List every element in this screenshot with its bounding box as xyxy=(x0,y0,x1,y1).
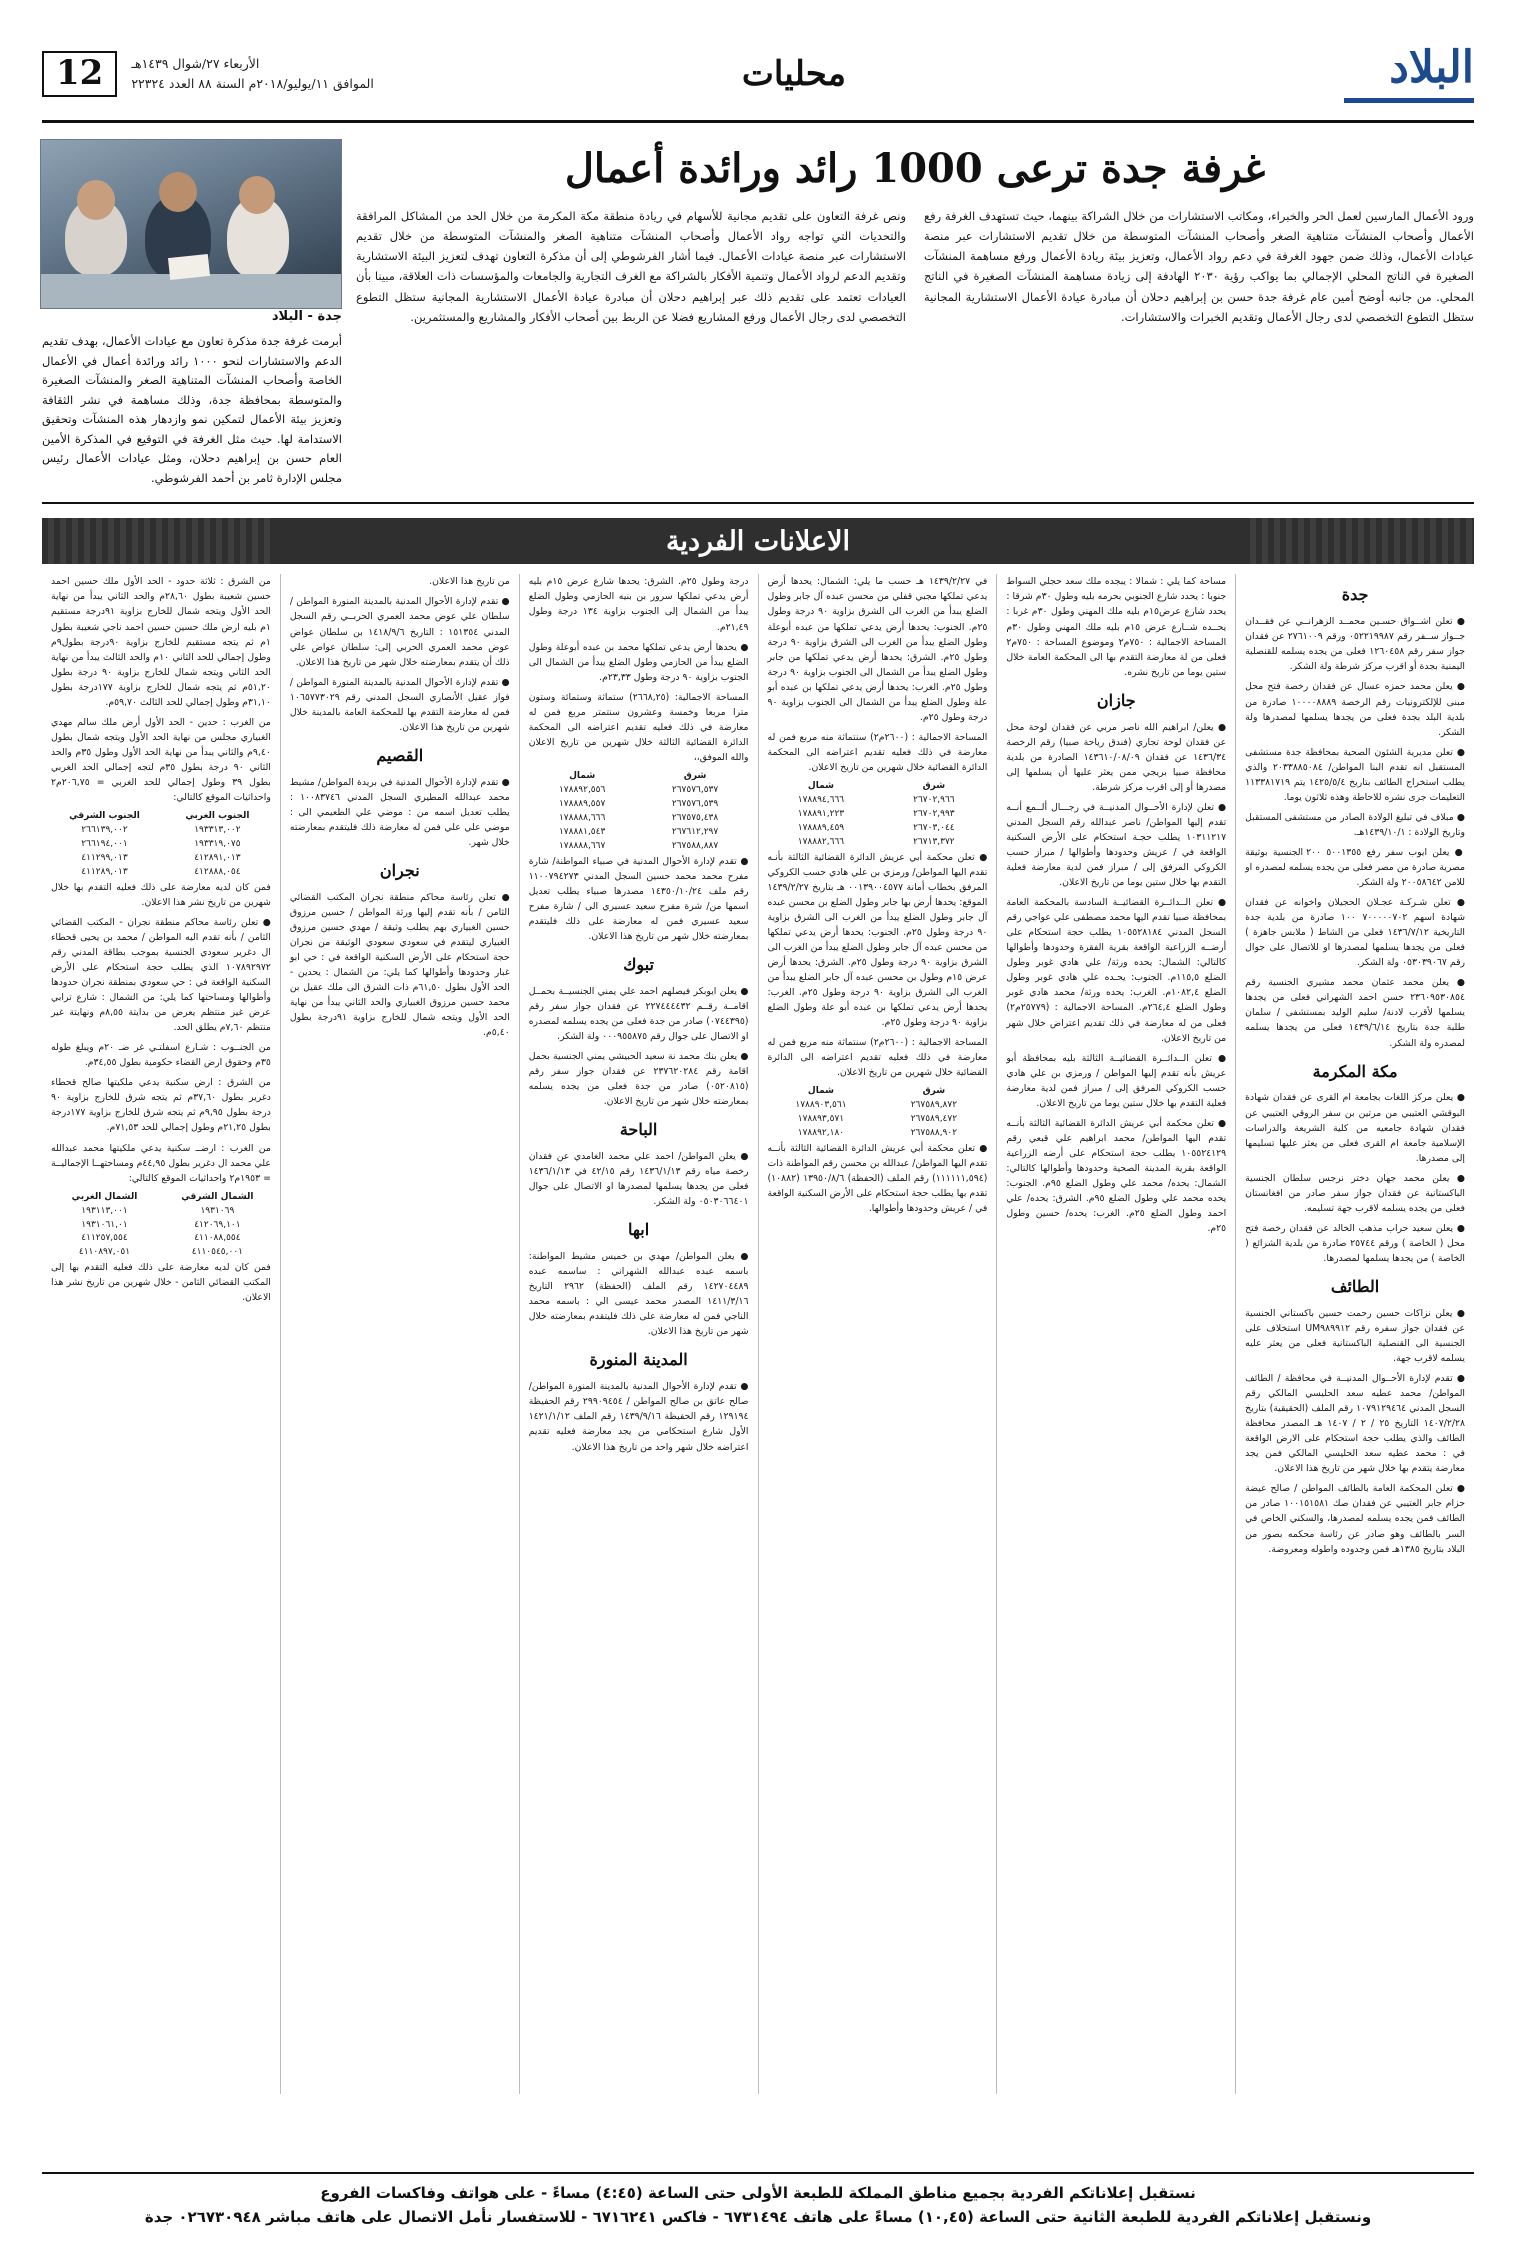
classified-ad: ● تعلن الــدائــرة القضائيــة الثالثة بليه بمحافظة أبو عريش بأنه تقدم إليها المواطن / ورمزي بن علي هادي حسب الكروكي المرفق إلى / مبراز فمن لدية معارضة فعلية التقدم بها خلال ستين يوما من تاريخ الاعلان. xyxy=(1006,1052,1227,1109)
footer-line-2: ونستقبل إعلاناتكم الفردية للطبعة الثانية حتى الساعة (١٠,٤٥) مساءً على هاتف ٦٧٣١٤٩٤ - فاكس ٦٧١٦٢٤١ - للاستفسار نأمل الاتصال على هاتف مباشر ٠٢٦٧٣٠٩٤٨ جدة xyxy=(144,2208,1372,2226)
article-photo xyxy=(40,139,342,309)
classified-ad: ● تقدم لإدارة الأحوال المدنية في بريدة المواطن/ مشيط محمد عبدالله المطيري السجل المدني ١٠٠٨٣٧٤٦ : يطلب تعديل اسمه من : موضي علي الطعيمي الى : موضي علي علي فمن له معارضة ذلك فليتقدم بمعارضته خلال شهر. xyxy=(289,776,510,848)
classified-ad: ● تقدم لإدارة الأحوال المدنية بالمدينة المنورة المواطن/ صالح عاتق بن صالح المواطن / ٢٩٩٠٩٤٥٤ رقم الحفيظة ١٢٩١٩٤ رقم الحفيظة ١٤٣٩/٩/١٦ رقم الملف ١٤٢١/١/١٢ الأول شارع استحكامي من يجد معارضة فعليه تقديم اعتراضه خلال شهر واحد من تاريخ هذا الاعلان. xyxy=(528,1381,749,1453)
classified-ad: ● تعلن رئاسة محاكم منطقة نجران - المكتب القضائي الثامن / بأنه تقدم اليه المواطن / محمد بن يحيى قحطاء ال دغرير سعودي الجنسية بموجب بطاقة المدني رقم ١٠٧٨٩٢٩٧٢ الذي يطلب حجة استحكام على الأرض السكنية الواقعة في : حي سعودي بمنطقة نجران حدودها وأطوالها ومساحتها كما يلي: من الشمال : شارع ترابي عرض غير منتظم يعرض من بدايتة ٨,٥٥م ونهايتة غير منتظم ٧,٦٠م يطلق الحد. xyxy=(51,916,271,1034)
article-byline: جدة - البلاد xyxy=(271,309,342,324)
classified-ad: ● يعلن محمد عثمان محمد مشيري الجنسية رقم ٢٣٦٠٩٥٣٠٨٥٤ حسن احمد الشهراني فعلى من يجدها يسلمها لأقرب لادنة/ سليم الوليد بمستشفى / سلمان طلبة جدة بتاريخ ١٤٣٩/٦/١٤ فعلى من يجدها يسلمه لمصدره ولة الشكر. xyxy=(1245,977,1466,1049)
classified-ad: المساحة الاجمالية: (٢٦٦٨,٢٥) ستماثة وستمائة وستون مترا مربعا وخمسة وعشرون سنتمتر مربع فمن له معارضة في ذلك فعليه تقديم اعتراضه الى المحكمة الدائرة القضائية الثالثة خلال شهرين من تاريخ الاعلان والله الموفق،، xyxy=(528,691,749,763)
classified-column xyxy=(758,574,997,2094)
coordinates-row: ٢٦٧١٣,٣٧٢ ١٧٨٨٨٢,٦٦٦ xyxy=(797,836,955,847)
classified-ad: في ١٤٣٩/٢/٢٧ هـ حسب ما يلي: الشمال: يحدها أرض يدعي تملكها مجبي قفلي من محسن عبده آل جابر وطول الضلع يبدأ من الغرب الى الشرق بزاوية ٩٠ درجة وطول ٢٥م. الجنوب: يحدها أرض يدعي تملكها من عبده أبوعلة وطول الضلع يبدأ من الغرب الى الشرق بزاوية ٩٠ درجة وطول ٢٥م. الشرق: يحدها أرض يدعي تملكها من جابر وطول الضلع يبدأ من الشمال الى الجنوب بزاوية ٩٠ درجة وطول ٢٥م. الغرب: يحدها أرض يدعي تملكها بن عبده أبو علة وطول الضلع يبدأ من الشمال الى الجنوب بزاوية ٩٠ درجة وطول ٢٥م. xyxy=(767,576,988,723)
coordinates-row: ١٩٣١٠٦٩ ١٩٣١١٣,٠٠١ xyxy=(81,1205,235,1216)
classified-ad: ● يعلن ايوب سفر رفع ٥٠٠١٣٥٥ ٢٠٠ الجنسية بوثيقة مصرية صادرة من مصر فعلى من يجده يسلمه لمصدره او للامن ٢٠٠٥٨٦٤٢ ولة الشكر. xyxy=(1245,846,1465,889)
coordinates-row: ٢٦٧٠٢,٩٩٣ ١٧٨٨٩١,٢٢٣ xyxy=(797,808,955,819)
coordinates-row: ١٩٣٣١٩,٠٧٥ ٢٦٦١٩٤,٠٠١ xyxy=(81,838,241,849)
coordinates-row: ٤١١٠٥٤٥,٠٠١ ٤١١٠٨٩٧,٠٥١ xyxy=(78,1247,243,1258)
classified-ad: ● يعلن المواطن/ احمد علي محمد الغامدي عن فقدان رخصة مياه رقم ١٤٣٦/١/١٣ رقم ٤٢/١٥ في ١٤٣٦/١/١٣ فعلى من يجدها يسلمها لمصدرها او الاتصال على جوال ٠٥٠٣٠٦٦٤٠١ ولة الشكر. xyxy=(528,1151,749,1208)
coordinates-row: ٢٦٧٥٨٨,٩٠٢ ١٧٨٨٩٢,١٨٠ xyxy=(797,1128,958,1139)
classified-ad: فمن كان لديه معارضة على ذلك فعليه التقدم بها إلى المكتب القضائي الثامن - خلال شهرين من تاريخ نشر هذا الاعلان. xyxy=(51,1262,271,1304)
classified-city-heading: مكة المكرمة xyxy=(1312,1061,1398,1081)
classifieds-banner-label: الاعلانات الفردية xyxy=(642,526,874,557)
coordinates-row: ٤١٢٨٨٨,٠٥٤ ٤١١٢٨٩,٠١٣ xyxy=(81,866,241,877)
coordinates-row: ٢٦٧٥٨٩,٨٧٢ ١٧٨٨٩٠٣,٥٦١ xyxy=(795,1100,958,1111)
masthead xyxy=(42,38,1474,123)
hijri-date: الأربعاء ٢٧/شوال ١٤٣٩هـ xyxy=(131,55,260,71)
classified-column xyxy=(1235,574,1474,2094)
classified-city-heading: المدينة المنورة xyxy=(589,1350,688,1370)
coordinates-table: الجنوب الغربي الجنوب الشرقي ١٩٣٣١٣,٠٠٢ ٢٦٦١٣٩,٠٠٢ ١٩٣٣١٩,٠٧٥ ٢٦٦١٩٤,٠٠١ ٤١٢٨٩١,٠١٣ ٤١١٢٩٩,٠١٣ ٤١٢٨٨٨,٠٥٤ ٤١١٢٨٩,٠١٣ xyxy=(51,810,271,880)
coordinates-row: ٢٦٧٥٨٨,٨٨٧ ١٧٨٨٨٨,٦٦٧ xyxy=(558,840,719,851)
footer-line-1: نستقبل إعلاناتكم الفردية بجميع مناطق المملكة للطبعة الأولى حتى الساعة (٤:٤٥) مساءً - على هواتف وفاكسات الفروع xyxy=(320,2184,1196,2202)
classified-ad: ● تعلن الــدائــرة القضائيــة السادسة بالمحكمة العامة بمحافظة صبيا تقدم اليها محمد مصطفى علي عواجي رقم السجل المدني ١٠٥٥٢٨١٨٤ يطلب حجة استحكام على أرضــه الزراعية الواقعة بقرية الفقرة وحدودها وأطوالها كالتالي: الشمال: يحده ورثة/ علي هادي غوبر وطول الضلع ١١٥,٥م. الجنوب: يحـده علي هادي غوبر وطول الضلع ١٠٨٢,٤م. الغرب: يحده ورثة/ محمد هادي غوبر وطول الضلع ٢٦٤,٤م. المساحة الاجمالية : (٢٥٧٧٩م٢) فعلى من له معارضة في ذلك تقديم اعتراض خلال شهر من تاريخ الاعلان. xyxy=(1006,897,1227,1044)
classified-ad: ● تعلن شـركـة عجـلان الحجيلان واخوانه عن فقدان شهادة اسهم ٧٠٠٠٠٠٧٠٢ ١٠٠ صادرة من بلدية جدة التاريخية ١٤٣٦/٧/١٢ فعلى من الشاط ( ملابس جاهزة ) فعلى من يجدها يسلمها لمصدرها او للاتصال على جوال رقم ٠٥٣٠٣٩٠٦٧ ولة الشكر. xyxy=(1245,897,1465,969)
classified-ad: ● تعلن رئاسة محاكم منطقة نجران المكتب القضائي الثامن / بأنه تقدم إليها ورثة المواطن / حسين مرزوق حسين الغبياري بهم يطلب وثيقة / مهدي حسين مرزوق الغبياري ليتقدم في سعودي سعودي الوثيقة من نجران حجة استحكام على الأرض السكنية الواقعة في : حي ابو غبار وحدودها وأطوالها كما يلي: من الشمال : يحدين - الحد الأول بطول ٦١,٥٠م ذات الشرق الى ملك عقيل بن محمد حسين مرزوق الغبياري والحد الثاني يبدأ من نهاية الحد الأول ويتجه شمال للخارج بزاوية ٩١درجة بطول ٥,٤٠م. xyxy=(289,891,510,1039)
classified-ad: ● تعلن محكمة أبي عريش الدائرة القضائية الثالثة بأنـه تقدم اليها المواطن/ ورمزي بن علي هادي حسب الكروكي المرفق بخطاب أمانة ٠٠١٣٩٠٠٤٥٧٧ هـ بتاريخ ١٤٣٩/٢/٢٧ الموقع: يحدها أرض بها جابر وطول الضلع بن محسن عبده آل جابر وطول الضلع يبدأ من الغرب الى الشرق بزاوية ٩٠ درجة وطول ٢٥م. الجنوب: يحدها أرض يدعي تملكها من محسن عبده آل جابر وطول الضلع يبدأ من الغرب الى الشرق بزاوية ٩٠ درجة وطول ٢٥م. الشرق: يحدها أرض عرض ١٥م وطول بن محسن عبده آل جابر الضلع يبدأ من الغرب الى الشرق بزاوية ٩٠ درجة وطول ٢٥م. الغرب: يحدها أرض يدعي تملكها بن عبده أبو علة وطول الضلع بزاوية ٩٠ درجة وطول ٢٥م. xyxy=(767,851,988,1029)
coordinates-row: ٤١١٠٨٨,٥٥٤ ٤١١٢٥٧,٥٥٤ xyxy=(81,1233,241,1244)
classified-ad: ● يعلن/ ابراهيم الله ناصر مربي عن فقدان لوحة محل عن فقدان لوحة تجاري (فندق رياحة صبيا) رقم الرخصة ١٤٣٦/٣٤ عن فقدان ١٤٣٦١٠/٠٨/٠٩ الصادرة من بلدية محافظة صبيا بريجي ممن يعثر عليها أن يسلمها إلى مصدرها أو إلى اقرب مركز شرطة. xyxy=(1006,721,1227,793)
coordinates-row: ٢٦٧٠٣,٠٤٤ ١٧٨٨٨٩,٤٥٩ xyxy=(797,822,955,833)
classifieds-section xyxy=(42,574,1474,2094)
article-caption: أبرمت غرفة جدة مذكرة تعاون مع عيادات الأعمال، بهدف تقديم الدعم والاستشارات لنحو ١٠٠٠ رائد ورائدة أعمال في الأعمال الخاصة وأصحاب المنشآت المتناهية الصغر والمنشآت الصغيرة والمتوسطة بمحافظة جدة، وذلك مساهمة في نشر الثقافة وتعزيز بيئة الأعمال لتمكين نمو وازدهار هذه المنشآت وتحقيق الاستدامة لها. حيث مثل الغرفة في التوقيع في المذكرة الأمين العام حسن بن إبراهيم دحلان، ومثل عيادات الأعمال رئيس مجلس الإدارة ثامر بن أحمد الفرشوطي. xyxy=(42,334,342,485)
issue-info xyxy=(42,51,374,96)
classified-ad: درجة وطول ٢٥م. الشرق: يحدها شارع عرض ١٥م بليه أرض يدعي تملكها سرور بن بنيه الحازمي وطول الضلع يبدأ من الشمال إلى الجنوب بزاوية ١٣٤ درجة وطول ٢١,٤٩م. xyxy=(528,576,749,633)
classified-city-heading: ابها xyxy=(628,1220,650,1240)
classified-ad: ● تعلن المحكمة العامة بالطائف المواطن / صالح عيضة حزام جابر العتيبي عن فقدان صك ١٠٠١٥١٥٨١ صادر من الطائف فمن يجده يسلمه لمصدرها، والسكني الخاص في السر بالطائف وهو صادر عن رئاسة محكمه بصور من البلاد بتاريخ ١٣٨٥هـ فمن وجدوده واطوله ومعروضة. xyxy=(1245,1483,1465,1555)
coordinates-row: ٢٦٧٥٨٩,٤٧٢ ١٧٨٨٩٣,٥٧١ xyxy=(797,1114,958,1125)
classified-ad: المساحة الاجمالية : (٢٦٠٠م٢) سنتماثة منه مربع فمن له معارضة في ذلك فعليه تقديم اعتراضه الى المحكمة الدائرة القضائية خلال شهرين من تاريخ الاعلان. xyxy=(767,731,988,773)
classified-city-heading: الطائف xyxy=(1330,1276,1380,1296)
coordinates-row: ٤١٢٨٩١,٠١٣ ٤١١٢٩٩,٠١٣ xyxy=(81,852,241,863)
classified-ad: مساحة كما يلي : شمالا : يبجده ملك سعد حجلي السواط جنوبا : يحدد شارع الجنوبي بحرمه بليه وطول ٣٠م شرقا : يحدد شارع عرض١٥م بليه ملك المهني وطول ٣٠م غربا : يحــده شــارع عرض ١٥م بليه ملك المهني وطول ٣٠م المساحة الاجمالية : ٧٥٠م٢ وموضوع المساحة : ٧٥٠م٢ فعلى من لة معارضة التقدم بها الى المحكمة العامة خلال ستين يوما من تاريخ نشره. xyxy=(1006,576,1227,678)
classified-ad: من الشرق : ثلاثة حدود - الحد الأول ملك حسين احمد حسين شعيبة بطول ٢٨,٦٠م والحد الثاني يبدأ من نهاية الحد الأول ويتجه شمال للخارج بزاوية ٩١درجة مستقيم ١م بليه ارض ملك حسين حسين احمد ناجي شعيبة بطول ١م ثم يتجه مستقيم للخارج بزاوية ٩٠درجة بطول٩م وطول إجمالي للحد الثاني ١٠م والحد الثالث يبدأ من نهاية الحد الثاني ويتجه شمال للخارج بزاوية ٩٠ درجة بطول ٥١,٢٠م ثم يتجه شمال للخارج بزاوية ١٧٧درجة بطول ٣١,١٠م وطول إجمالي للحد الثالث ٥٩,٧٠م. xyxy=(51,576,271,708)
classified-ad: ● يعلن المواطن/ مهدي بن خميس مشيط المواطنة: باسمه عبده عبدالله الشهراني : ساسمه عبده ١٤٢٧٠٤٤٨٩ رقم الملف (الحفظة) ٢٩٦٢ التاريخ ١٤١١/٣/١٦ المصدر محمد عيسى الي : باسمه محمد الناجي فمن له معارضة على ذلك فليتقدم بمعارضته خلال شهر من تاريخ هذا الاعلان. xyxy=(528,1251,749,1338)
classified-city-heading: الباحة xyxy=(619,1120,658,1140)
page-title: محليات xyxy=(741,54,846,94)
coordinates-table: شرق شمال ٢٦٧٥٨٩,٨٧٢ ١٧٨٨٩٠٣,٥٦١ ٢٦٧٥٨٩,٤٧٢ ١٧٨٨٩٣,٥٧١ ٢٦٧٥٨٨,٩٠٢ ١٧٨٨٩٢,١٨٠ xyxy=(768,1085,988,1141)
gregorian-date: الموافق ١١/يوليو/٢٠١٨م السنة ٨٨ العدد ٢٢٣٢٤ xyxy=(131,75,374,91)
classified-ad: من الشرق : ارض سكنية يدعي ملكيتها صالح قحطاء دغرير بطول ٣٧,٦٠م ثم يتجه شرق للخارج بزاوية ٩٠ درجة بطول ٩,٩٥م ثم يتجه شرق للخارج بزاوية ١٧٧درجة بطول ٢١,٢٥م وطول إجمالي للحد ٧١,٥٣م. xyxy=(51,1077,271,1134)
classified-ad: ● يعلن بنك محمد نة سعيد الحبيشي يمني الجنسية بحمل اقامة رقم ٢٣٧٦٢٠٢٨٤ عن فقدان جواز سفر رقم (٠٥٢٠٨١٥) صادر من جدة فعلى من يجده يسلمه بمعارضته خلال شهر من تاريخ الاعلان. xyxy=(528,1050,749,1108)
classified-ad: ● تعلن لإدارة الأحــوال المدنيــة في رجـــال ألــمع أنــه تقدم إليها المواطن/ ناصر عبدالله رقم السجل المدني ١٠٣١١٢١٧ يطلب حجـة استحكام على الأرض السكنية الواقعة في / عريش وحدودها وأطوالها / مبراز حسب الكروكي المرفق إلى / مبراز فمن لدية معارضة فعلية التقدم بها خلال ستين يوما من تاريخ الاعلان. xyxy=(1006,801,1227,889)
classified-ad: من الغرب : ارضــ سكنية يدعي ملكيتها محمد عبدالله علي محمد ال دغرير بطول ٤٤,٩٥م ومساحتهــا الإجماليــة = ١٩٥٣م٢ واحداثيات الموقع كالتالي: xyxy=(51,1142,271,1184)
classified-column xyxy=(996,574,1235,2094)
coordinates-table: شرق شمال ٢٦٧٥٧٦,٥٣٧ ١٧٨٨٩٢,٥٥٦ ٢٦٧٥٧٦,٥٣٩ ١٧٨٨٨٩,٥٥٧ ٢٦٧٥٧٥,٤٣٨ ١٧٨٨٨٨,٦٦٦ ٢٦٧٦١٢,٢٩٧ ١٧٨٨٨١,٥٤٣ ٢٦٧٥٨٨,٨٨٧ ١٧٨٨٨٨,٦٦٧ xyxy=(529,770,749,854)
classified-city-heading: القصيم xyxy=(376,745,424,765)
classified-ad: ● تقدم لإدارة الأحــوال المدنيــة في محافظة / الطائف المواطن/ محمد عطيه سعد الحليسي المالكي رقم السجل المدني ١٠٧٩١٢٩٤٦٤ رقم الملف (الحقيقية) بتاريخ ١٤٠٧/٢/٢٨ التاريخ ٢٥ / ٢ / ١٤٠٧ هـ المصدر محافظة الطائف والذي يطلب حجة استحكام على الارض الواقعة في : محمد عطيه سعد الحليسي المالكي فمن يجد معارضة يتقدم بها خلال شهر من تاريخ هذا الاعلان. xyxy=(1245,1373,1465,1475)
lead-article xyxy=(42,139,1474,504)
coordinates-table: شرق شمال ٢٦٧٠٢,٩٦٦ ١٧٨٨٩٤,٦٦٦ ٢٦٧٠٢,٩٩٣ ١٧٨٨٩١,٢٢٣ ٢٦٧٠٣,٠٤٤ ١٧٨٨٨٩,٤٥٩ ٢٦٧١٣,٣٧٢ ١٧٨٨٨٢,٦٦٦ xyxy=(768,780,988,850)
classified-ad: ● مبلاف في تبليغ الولادة الصادر من مستشفى المستقبل وتاريخ الولادة : ١٤٣٩/١٠/١هـ. xyxy=(1245,811,1465,838)
classified-ad: ● يحدها أرض يدعي تملكها محمد بن عبده أبوعلة وطول الضلع يبدأ من الحازمي وطول الضلع يبدأ من الشمال الى الجنوب بزاوية ٩٠ درجة وطول ٢٣,٣٣م. xyxy=(528,641,749,683)
coordinates-row: ١٩٣٣١٣,٠٠٢ ٢٦٦١٣٩,٠٠٢ xyxy=(81,825,241,836)
classified-city-heading: جدة xyxy=(1341,585,1369,605)
classified-ad: ● تعلن مديرية الشئون الصحية بمحافظة جدة مستشفى المستقبل انه تقدم البنا المواطن/ ٢٠٣٣٨٨٥٠٨٤ والذي يطلب استخراج الطائف بتاريخ ١٤٢٥/٥/٤ يتم ١١٣٣٨١٧١٩ التعليمات جرى نشره للاحاطة وهذه ثلاثون يوما. xyxy=(1245,746,1465,803)
classified-ad: ● تقدم لإدارة الأحوال المدنية بالمدينة المنورة المواطن / سلطان علي عوض محمد العمري الحربــي رقم السجل المدني ١٥١٣٥٤ : التاريخ ١٤١٨/٩/٦ بن سلطان عواض عوض محمد العمري الحربي إلى: سلطان عواض علي ذلك أن يتقدم بمعارضته خلال شهر من تاريخ هذا الاعلان. xyxy=(289,596,510,668)
page-number: 12 xyxy=(42,51,117,96)
classifieds-banner xyxy=(42,518,1474,564)
classified-ad: ● يعلن ايوبكر فيصلهم احمد علي يمني الجنسيــة بحمــل اقامــة رقــم ٢٢٧٤٤٤٤٣٢ عن فقدان جواز سفر رقم (٠٧٤٤٣٩٥) صادر من جدة فعلى من يجده يسلمه لمصدره او الاتصال على جوال رقم ٠٠٠٩٥٥٨٧٥ ولة الشكر. xyxy=(528,985,749,1042)
classified-ad: ● تعلن محكمة أبي عريش الدائرة القضائية الثالثة بأنــه تقدم اليها المواطن/ محمد ابراهيم علي قبعي رقم ١٠٥٥٢٤١٢٩ يطلب حجة استحكام على أرضه الزراعية الواقعة بقرية المدينة الصحية وحدودها وأطوالها كالتالي: الشمال: يحده/ محمد علي وطول الضلع ٩٥م. الجنوب: يحده محمد علي وطول الضلع ٩٥م. الشرق: يحده/ علي احمد وطول الضلع ٢٥م. الغرب: يحده/ حسين وطول ٢٥م. xyxy=(1006,1117,1227,1235)
classified-ad: ● يعلن محمد حمزه عسال عن فقدان رخصة فتح محل مبنى للإلكترونيات رقم الرخصة ١٠٠٠٠٨٨٨٩ صادرة من بلدية البلد بجدة فعلى من يجدها يسلمها لمصدرها ولة الشكر. xyxy=(1245,681,1465,738)
coordinates-row: ٤١٢٠٦٩,١٠١ ١٩٣١٠٦١,٠١ xyxy=(81,1219,241,1230)
classified-city-heading: جازان xyxy=(1096,690,1136,710)
classified-ad: ● تعلن اشــواق حسـين محمــد الزهرانــي عن فقــدان جــواز ســفر رقم ٠٥٢٢١٩٩٨٧ ورقم ٢٧٦١٠٠٩ عن فقدان جواز سفر رقم ١٢٦٠٤٥٨ فعلى من يجده يسلمه للقنصلية اليمنية بجدة أو اقرب مركز شرطة ولة الشكر. xyxy=(1245,616,1465,673)
classified-ad: من تاريخ هذا الاعلان. xyxy=(429,576,510,588)
classified-ad: ● يعلن محمد جهان دختر نرجس سلطان الجنسية الباكستانية عن فقدان جواز سفر صادر من افغانستان فعلى من يجده يسلمه لاقرب جهة تسليمه. xyxy=(1245,1172,1465,1214)
classified-column xyxy=(42,574,280,2094)
coordinates-row: ٢٦٧٥٧٦,٥٣٧ ١٧٨٨٩٢,٥٥٦ xyxy=(558,784,719,795)
logo-text: البلاد xyxy=(1389,41,1474,93)
classified-ad: ● يعلن سعيد حراب مذهب الخالد عن فقدان رخصة فتح محل ( الخاصة ) ورقم ٢٥٧٤٤ صادرة من بلدية الشرائع ( الخاصة ) من يجدها يسلمها لمصدرها. xyxy=(1245,1222,1466,1264)
coordinates-row: ٢٦٧٠٢,٩٦٦ ١٧٨٨٩٤,٦٦٦ xyxy=(797,794,955,805)
classified-ad: ● تقدم لإدارة الأحوال المدنية في صبياء المواطنة/ شارة مفرح محمد محمد حسين السجل المدني ١١٠٠٧٩٤٢٧٣ رقم ملف ١٤٣٥٠/١٠/٢٤ مصدرها صبياء يطلب تعديل اسمها من/ شرة مفرح سعيد عسيري الى / شارة مفرح سعيد عسيري فمن له معارضة على ذلك فليتقدم بمعارضته خلال شهر من تاريخ هذا الاعلان. xyxy=(528,855,749,942)
coordinates-table: الشمال الشرقي الشمال الغربي ١٩٣١٠٦٩ ١٩٣١١٣,٠٠١ ٤١٢٠٦٩,١٠١ ١٩٣١٠٦١,٠١ ٤١١٠٨٨,٥٥٤ ٤١١٢٥٧,٥٥٤ ٤١١٠٥٤٥,٠٠١ ٤١١٠٨٩٧,٠٥١ xyxy=(51,1191,271,1261)
classified-ad: من الجنــوب : شـارع اسفلتـي غر ضـ ٢٠م ويبلغ طوله ٣٥م وحقوق ارض القضاء حكومية بطول ٣٤,٥٥م. xyxy=(51,1042,271,1069)
coordinates-row: ٢٦٧٥٧٥,٤٣٨ ١٧٨٨٨٨,٦٦٦ xyxy=(558,812,719,823)
classified-ad: ● يعلن نزاكات حسين رحمت حسين باكستاني الجنسية عن فقدان جواز سفره رقم UM٩٨٩٩١٢ استخلاف على الجنسية الى القنصلية الباكستانية فعلى من يعثر عليه يسلمه لاقرب جهة. xyxy=(1245,1307,1465,1365)
classified-ad: ● تقدم لإدارة الأحوال المدنية بالمدينة المنورة المواطن / فواز عقيل الأنصاري السجل المدني رقم ١٠٦٥٧٧٣٠٢٩ فمن له معارضة التقدم بها للمحكمة العامة بالمدينة خلال شهرين من تاريخ هذا الاعلان. xyxy=(289,676,510,733)
classified-column xyxy=(519,574,758,2094)
classified-city-heading: تبوك xyxy=(623,954,654,974)
coordinates-row: ٢٦٧٥٧٦,٥٣٩ ١٧٨٨٨٩,٥٥٧ xyxy=(558,798,719,809)
classified-city-heading: نجران xyxy=(379,860,420,880)
article-body-col-1: ورود الأعمال المارسين لعمل الحر والخبراء، ومكاتب الاستشارات من خلال الشراكة بينهما، حيث تستهدف الغرفة رفع الأعمال وأصحاب المنشآت متناهية الصغر وأصحاب المنشآت المتوسطة من خلال تقديم الاستشارات عبر منصة عيادات الأعمال، وذلك ضمن جهود الغرفة في دعم رواد الأعمال، وتعزيز بيئة ريادة الأعمال ورفع مساهمة المنشآت الصغيرة في الناتج المحلي الإجمالي بما يواكب رؤية ٢٠٣٠ الهادفة إلى زيادة مساهمة المنشآت الصغيرة في الناتج المحلي. من جانبه أوضح أمين عام غرفة جدة حسن بن إبراهيم دحلان أن مبادرة عيادة الأعمال الاستشارية المجانية ستظل التطوع التخصصي لدى رجال الأعمال وتقديم الخبرات والاستشارات. xyxy=(924,209,1474,324)
classified-ad: ● تعلن محكمة أبي عريش الدائرة القضائية الثالثة بأنــه تقدم اليها المواطن/ عبدالله بن محسن رقم المواطنة ذات (١١١١١١,٥٩٤) رقم الملف (الحفظة) ١٣٩٥٠/٨/٦ (١٠٨٨٢) تقدم بها يطلب حجة استحكام على الأرض السكنية الواقعة في / عريش وحدودها وأطوالها. xyxy=(767,1143,988,1215)
classified-ad: فمن كان لديه معارضة على ذلك فعليه التقدم بها خلال شهرين من تاريخ نشر هذا الاعلان. xyxy=(51,881,271,908)
coordinates-row: ٢٦٧٦١٢,٢٩٧ ١٧٨٨٨١,٥٤٣ xyxy=(558,826,719,837)
logo-underline xyxy=(1344,98,1474,103)
classified-ad: من الغرب : حدين - الحد الأول أرض ملك سالم مهدي الغبياري مجلس من نهاية الحد الأول ويتجه شمال بطول ٩,٤٠م والثاني يبدأ من نهاية الحد الأول وطول ٣٥م والحد الثاني ٩٠ درجة بطول ٣٥م لتجه إجمالي الحد الغربي بطول ٣٩ وطول إجمالي للحد الغربي = ٢٠٦,٧٥م٢ واحداثيات الموقع كالتالي: xyxy=(51,716,271,804)
footer xyxy=(42,2172,1474,2226)
classified-ad: المساحة الاجمالية : (٢٦٠٠م٢) سنتماثة منه مربع فمن له معارضة في ذلك فعليه تقديم اعتراضه الى الدائرة القضائية خلال شهرين من تاريخ الاعلان. xyxy=(767,1037,988,1079)
classified-ad: ● يعلن مركز اللغات بجامعة ام القرى عن فقدان شهادة البوقشي العتيبي من مرتين بن سفر الروقي العتيبي عن فقدان شهادة جامعيه من كلية الشريعة والدراسات الإسلامية جامعة ام القرى فعلى من يعثر عليها تسليمها إلى مصدرها. xyxy=(1245,1092,1465,1164)
article-headline: غرفة جدة ترعى 1000 رائد ورائدة أعمال xyxy=(564,145,1266,192)
classified-column xyxy=(280,574,519,2094)
newspaper-logo[interactable] xyxy=(1214,41,1474,103)
article-photo-block xyxy=(42,139,342,488)
article-body-col-2: ونص غرفة التعاون على تقديم مجانية للأسهام في ريادة منطقة مكة المكرمة من خلال الحد من المشاكل المرافقة والتحديات التي تواجه رواد الأعمال وأصحاب المنشآت متناهية الصغر والمنشآت المتوسطة من خلال تقديم الاستشارات عبر منصة عيادات الأعمال. فيما أشار الفرشوطي إلى أن مذكرة التعاون تهدف لتعزيز البيئة الاستشارية وتقديم الدعم لرواد الأعمال وتنمية الأفكار بالشراكة مع الغرف التجارية والجامعات والمؤسسات ذات العلاقة، مبينا بأن العيادات تعتمد على تقديم ذلك عبر إبراهيم دحلان أن مبادرة عيادة الأعمال الاستشارية المجانية ستظل التطوع التخصصي لدى رجال الأعمال ورفع المشاريع فضلا عن الربط بين أصحاب الأفكار والمشاريع والمستثمرين. xyxy=(356,209,906,324)
